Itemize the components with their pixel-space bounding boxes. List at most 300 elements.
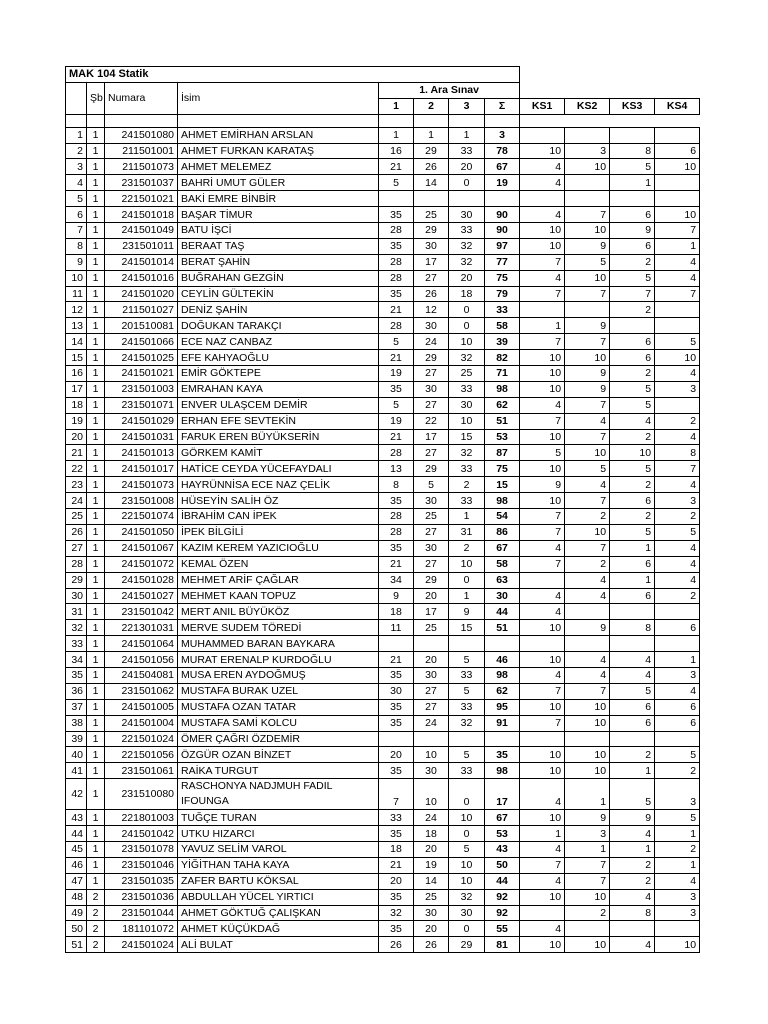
row-ks4: 6 (655, 620, 700, 636)
row-q2: 29 (414, 143, 449, 159)
row-total: 75 (485, 461, 520, 477)
row-name: MUSTAFA SAMİ KOLCU (178, 715, 379, 731)
row-number: 241501017 (105, 461, 178, 477)
row-sb: 1 (87, 779, 105, 810)
row-index: 12 (66, 302, 87, 318)
row-ks3 (610, 636, 655, 652)
row-q3: 0 (449, 175, 485, 191)
row-q1: 35 (379, 381, 414, 397)
row-q1: 19 (379, 413, 414, 429)
row-name: İPEK BİLGİLİ (178, 524, 379, 540)
row-index: 11 (66, 286, 87, 302)
row-ks1: 5 (520, 445, 565, 461)
row-ks2 (565, 731, 610, 747)
row-ks4: 7 (655, 223, 700, 239)
row-sb: 1 (87, 366, 105, 382)
table-row (66, 556, 700, 572)
row-ks2: 7 (565, 429, 610, 445)
table-row (66, 779, 700, 810)
row-ks1: 1 (520, 826, 565, 842)
row-q3: 33 (449, 493, 485, 509)
row-index: 14 (66, 334, 87, 350)
row-total (485, 191, 520, 207)
row-ks2: 9 (565, 318, 610, 334)
row-ks1: 10 (520, 350, 565, 366)
row-ks2: 4 (565, 477, 610, 493)
row-sb: 1 (87, 509, 105, 525)
row-name: TUĞÇE TURAN (178, 810, 379, 826)
row-name: MERT ANIL BÜYÜKÖZ (178, 604, 379, 620)
row-q2 (414, 636, 449, 652)
row-ks2: 9 (565, 238, 610, 254)
row-total (485, 731, 520, 747)
table-row (66, 731, 700, 747)
row-number: 231501046 (105, 857, 178, 873)
row-q1: 18 (379, 841, 414, 857)
row-q1: 33 (379, 810, 414, 826)
row-number: 241501013 (105, 445, 178, 461)
table-row (66, 350, 700, 366)
row-q1: 28 (379, 509, 414, 525)
row-name: ÖMER ÇAĞRI ÖZDEMİR (178, 731, 379, 747)
row-index: 19 (66, 413, 87, 429)
row-index: 16 (66, 366, 87, 382)
row-ks1: 10 (520, 747, 565, 763)
table-row (66, 652, 700, 668)
row-ks1: 4 (520, 540, 565, 556)
row-ks2: 4 (565, 667, 610, 683)
row-ks1: 7 (520, 254, 565, 270)
row-q2: 30 (414, 381, 449, 397)
row-index: 13 (66, 318, 87, 334)
row-q2: 27 (414, 270, 449, 286)
row-ks3 (610, 318, 655, 334)
row-name: EMİR GÖKTEPE (178, 366, 379, 382)
row-ks4: 5 (655, 810, 700, 826)
row-ks4: 6 (655, 699, 700, 715)
row-q1: 35 (379, 207, 414, 223)
row-ks3: 6 (610, 715, 655, 731)
row-ks3: 6 (610, 238, 655, 254)
header-q2: 2 (414, 98, 449, 114)
row-q3: 25 (449, 366, 485, 382)
row-ks3: 2 (610, 429, 655, 445)
row-sb: 1 (87, 461, 105, 477)
row-ks1 (520, 572, 565, 588)
row-number: 241501028 (105, 572, 178, 588)
row-ks3 (610, 191, 655, 207)
row-name: FARUK EREN BÜYÜKSERİN (178, 429, 379, 445)
row-q3: 10 (449, 810, 485, 826)
row-q3: 32 (449, 715, 485, 731)
row-q3: 33 (449, 763, 485, 779)
row-q3: 5 (449, 652, 485, 668)
row-q1: 34 (379, 572, 414, 588)
row-ks2: 10 (565, 159, 610, 175)
row-number: 241501024 (105, 937, 178, 953)
row-total: 46 (485, 652, 520, 668)
row-q1: 28 (379, 318, 414, 334)
row-ks2: 7 (565, 857, 610, 873)
row-ks3: 8 (610, 143, 655, 159)
row-q3: 33 (449, 223, 485, 239)
row-ks1: 4 (520, 175, 565, 191)
row-q1: 21 (379, 429, 414, 445)
row-q3: 5 (449, 747, 485, 763)
row-ks2: 7 (565, 540, 610, 556)
row-q3: 2 (449, 540, 485, 556)
row-index: 41 (66, 763, 87, 779)
row-sb: 1 (87, 540, 105, 556)
row-total: 30 (485, 588, 520, 604)
header-q1: 1 (379, 98, 414, 114)
table-row (66, 509, 700, 525)
row-name: BAHRİ UMUT GÜLER (178, 175, 379, 191)
row-index: 31 (66, 604, 87, 620)
row-ks4: 3 (655, 889, 700, 905)
row-ks2: 10 (565, 763, 610, 779)
table-row (66, 238, 700, 254)
row-ks1: 4 (520, 841, 565, 857)
row-q1: 1 (379, 127, 414, 143)
row-number: 241501064 (105, 636, 178, 652)
row-ks1 (520, 731, 565, 747)
row-ks1: 10 (520, 810, 565, 826)
row-ks4: 3 (655, 779, 700, 810)
row-ks3: 6 (610, 588, 655, 604)
row-ks1 (520, 302, 565, 318)
row-q1: 7 (379, 779, 414, 810)
row-ks3: 6 (610, 207, 655, 223)
row-name: AHMET FURKAN KARATAŞ (178, 143, 379, 159)
row-ks4: 3 (655, 667, 700, 683)
row-ks3: 2 (610, 302, 655, 318)
row-total: 62 (485, 397, 520, 413)
row-index: 28 (66, 556, 87, 572)
row-ks2: 4 (565, 572, 610, 588)
row-sb: 1 (87, 334, 105, 350)
row-index: 38 (66, 715, 87, 731)
row-q1: 26 (379, 937, 414, 953)
row-q2: 30 (414, 905, 449, 921)
row-total: 51 (485, 620, 520, 636)
row-ks4: 2 (655, 413, 700, 429)
row-number: 181101072 (105, 921, 178, 937)
table-row (66, 223, 700, 239)
row-q3: 1 (449, 509, 485, 525)
row-ks3: 1 (610, 841, 655, 857)
row-number: 221501021 (105, 191, 178, 207)
row-index: 21 (66, 445, 87, 461)
row-q1: 5 (379, 175, 414, 191)
row-total: 92 (485, 905, 520, 921)
row-q3: 33 (449, 461, 485, 477)
row-ks1: 4 (520, 207, 565, 223)
row-name: RASCHONYA NADJMUH FADIL IFOUNGA (178, 779, 379, 810)
grade-table (65, 66, 700, 953)
row-ks4: 3 (655, 493, 700, 509)
row-q2: 20 (414, 652, 449, 668)
row-q2: 30 (414, 493, 449, 509)
row-q2: 20 (414, 588, 449, 604)
row-q1: 5 (379, 334, 414, 350)
row-number: 241501018 (105, 207, 178, 223)
row-ks3: 6 (610, 556, 655, 572)
row-name: ZAFER BARTU KÖKSAL (178, 873, 379, 889)
row-q1: 28 (379, 254, 414, 270)
row-ks3: 2 (610, 254, 655, 270)
row-name: BERAAT TAŞ (178, 238, 379, 254)
row-ks3: 5 (610, 461, 655, 477)
row-ks4: 4 (655, 429, 700, 445)
row-ks1: 4 (520, 921, 565, 937)
table-row (66, 857, 700, 873)
row-ks2 (565, 604, 610, 620)
row-ks4: 4 (655, 540, 700, 556)
row-q1: 35 (379, 826, 414, 842)
row-total: 35 (485, 747, 520, 763)
row-ks4: 5 (655, 334, 700, 350)
row-ks4: 4 (655, 572, 700, 588)
row-total: 67 (485, 810, 520, 826)
row-ks3: 1 (610, 572, 655, 588)
row-name: KEMAL ÖZEN (178, 556, 379, 572)
row-index: 34 (66, 652, 87, 668)
row-ks2: 2 (565, 905, 610, 921)
row-q2: 29 (414, 223, 449, 239)
table-row (66, 413, 700, 429)
row-name: EMRAHAN KAYA (178, 381, 379, 397)
row-name: ENVER ULAŞCEM DEMİR (178, 397, 379, 413)
row-number: 241501067 (105, 540, 178, 556)
row-ks1: 10 (520, 763, 565, 779)
row-total: 67 (485, 159, 520, 175)
row-name: MURAT ERENALP KURDOĞLU (178, 652, 379, 668)
row-q2: 27 (414, 366, 449, 382)
row-ks3: 2 (610, 857, 655, 873)
row-name: HATİCE CEYDA YÜCEFAYDALI (178, 461, 379, 477)
row-q2: 24 (414, 810, 449, 826)
row-ks3: 5 (610, 779, 655, 810)
row-index: 4 (66, 175, 87, 191)
row-q1: 28 (379, 270, 414, 286)
row-q3: 10 (449, 857, 485, 873)
row-total: 51 (485, 413, 520, 429)
row-sb: 1 (87, 524, 105, 540)
row-q3: 32 (449, 889, 485, 905)
row-ks1: 10 (520, 238, 565, 254)
row-name: MEHMET ARİF ÇAĞLAR (178, 572, 379, 588)
row-q2: 30 (414, 763, 449, 779)
row-number: 221501056 (105, 747, 178, 763)
row-q3: 0 (449, 572, 485, 588)
row-sb: 1 (87, 254, 105, 270)
table-row (66, 588, 700, 604)
row-total: 95 (485, 699, 520, 715)
row-ks2: 4 (565, 652, 610, 668)
row-sb: 1 (87, 826, 105, 842)
row-ks1: 10 (520, 223, 565, 239)
row-ks2: 10 (565, 699, 610, 715)
table-row (66, 841, 700, 857)
row-index: 10 (66, 270, 87, 286)
row-index: 1 (66, 127, 87, 143)
row-ks4: 8 (655, 445, 700, 461)
row-index: 22 (66, 461, 87, 477)
row-name: HÜSEYİN SALİH ÖZ (178, 493, 379, 509)
row-total: 92 (485, 889, 520, 905)
row-total: 67 (485, 540, 520, 556)
row-q1 (379, 731, 414, 747)
row-q3: 0 (449, 318, 485, 334)
row-ks1: 10 (520, 620, 565, 636)
row-ks3: 4 (610, 889, 655, 905)
row-number: 211501073 (105, 159, 178, 175)
row-ks2: 10 (565, 889, 610, 905)
row-index: 20 (66, 429, 87, 445)
row-ks4: 1 (655, 857, 700, 873)
table-row (66, 683, 700, 699)
row-ks1: 7 (520, 857, 565, 873)
table-row (66, 540, 700, 556)
row-q1 (379, 191, 414, 207)
row-number: 241501029 (105, 413, 178, 429)
row-total: 50 (485, 857, 520, 873)
row-number: 231510080 (105, 779, 178, 810)
table-row (66, 699, 700, 715)
row-ks3: 1 (610, 540, 655, 556)
row-q2: 29 (414, 572, 449, 588)
row-q2: 22 (414, 413, 449, 429)
row-q2: 27 (414, 683, 449, 699)
row-ks3: 2 (610, 366, 655, 382)
row-q2: 27 (414, 397, 449, 413)
row-ks4: 10 (655, 350, 700, 366)
row-ks1 (520, 191, 565, 207)
row-total: 98 (485, 667, 520, 683)
row-q1: 21 (379, 350, 414, 366)
row-index: 47 (66, 873, 87, 889)
table-row (66, 286, 700, 302)
row-q2: 27 (414, 445, 449, 461)
row-ks4: 5 (655, 524, 700, 540)
row-index: 37 (66, 699, 87, 715)
row-ks2: 10 (565, 715, 610, 731)
row-q3: 33 (449, 381, 485, 397)
row-ks2 (565, 191, 610, 207)
row-number: 231501044 (105, 905, 178, 921)
row-sb: 1 (87, 127, 105, 143)
row-name: ÖZGÜR OZAN BİNZET (178, 747, 379, 763)
row-sb: 1 (87, 270, 105, 286)
table-row (66, 572, 700, 588)
header-ks3: KS3 (610, 98, 655, 114)
row-ks2: 7 (565, 683, 610, 699)
row-ks2: 4 (565, 588, 610, 604)
row-sb: 2 (87, 937, 105, 953)
row-ks4: 2 (655, 588, 700, 604)
row-ks3: 10 (610, 445, 655, 461)
row-ks2: 9 (565, 810, 610, 826)
row-q2: 27 (414, 524, 449, 540)
row-q2: 19 (414, 857, 449, 873)
row-name: ALİ BULAT (178, 937, 379, 953)
row-q3: 29 (449, 937, 485, 953)
row-ks4 (655, 604, 700, 620)
row-number: 241501031 (105, 429, 178, 445)
row-name: MUSA EREN AYDOĞMUŞ (178, 667, 379, 683)
row-sb: 1 (87, 350, 105, 366)
row-number: 241501014 (105, 254, 178, 270)
row-sb: 1 (87, 238, 105, 254)
table-row (66, 921, 700, 937)
row-index: 30 (66, 588, 87, 604)
row-name: BAKİ EMRE BİNBİR (178, 191, 379, 207)
row-ks2 (565, 636, 610, 652)
row-name: RAİKA TURGUT (178, 763, 379, 779)
row-ks2: 1 (565, 779, 610, 810)
row-ks2: 2 (565, 509, 610, 525)
row-name: GÖRKEM KAMİT (178, 445, 379, 461)
table-row (66, 175, 700, 191)
row-ks1 (520, 905, 565, 921)
row-total: 86 (485, 524, 520, 540)
row-q3: 33 (449, 143, 485, 159)
table-row (66, 747, 700, 763)
row-q2 (414, 731, 449, 747)
row-q3: 0 (449, 826, 485, 842)
row-number: 241501042 (105, 826, 178, 842)
row-number: 241501005 (105, 699, 178, 715)
row-name: ERHAN EFE SEVTEKİN (178, 413, 379, 429)
row-index: 2 (66, 143, 87, 159)
row-name: CEYLİN GÜLTEKİN (178, 286, 379, 302)
row-ks1: 4 (520, 873, 565, 889)
row-q1: 5 (379, 397, 414, 413)
row-q1: 20 (379, 747, 414, 763)
row-q3: 15 (449, 620, 485, 636)
row-sb: 1 (87, 493, 105, 509)
row-total: 90 (485, 223, 520, 239)
table-row (66, 763, 700, 779)
row-ks4: 3 (655, 905, 700, 921)
row-q3: 10 (449, 873, 485, 889)
row-q3 (449, 191, 485, 207)
row-q3: 32 (449, 445, 485, 461)
row-sb: 1 (87, 683, 105, 699)
row-total: 15 (485, 477, 520, 493)
row-name: AHMET MELEMEZ (178, 159, 379, 175)
row-ks3: 5 (610, 381, 655, 397)
row-index: 9 (66, 254, 87, 270)
header-sb: Şb (87, 82, 105, 114)
row-q2: 27 (414, 699, 449, 715)
sheet-title: MAK 104 Statik (66, 67, 520, 83)
table-row (66, 604, 700, 620)
row-ks2: 5 (565, 461, 610, 477)
row-q3: 32 (449, 254, 485, 270)
row-q2: 10 (414, 747, 449, 763)
row-name: MUHAMMED BARAN BAYKARA (178, 636, 379, 652)
row-name: YAVUZ SELİM VAROL (178, 841, 379, 857)
row-total (485, 636, 520, 652)
table-row (66, 524, 700, 540)
row-q2: 30 (414, 238, 449, 254)
row-q2: 1 (414, 127, 449, 143)
row-ks4 (655, 731, 700, 747)
row-number: 231501008 (105, 493, 178, 509)
row-ks3: 6 (610, 334, 655, 350)
